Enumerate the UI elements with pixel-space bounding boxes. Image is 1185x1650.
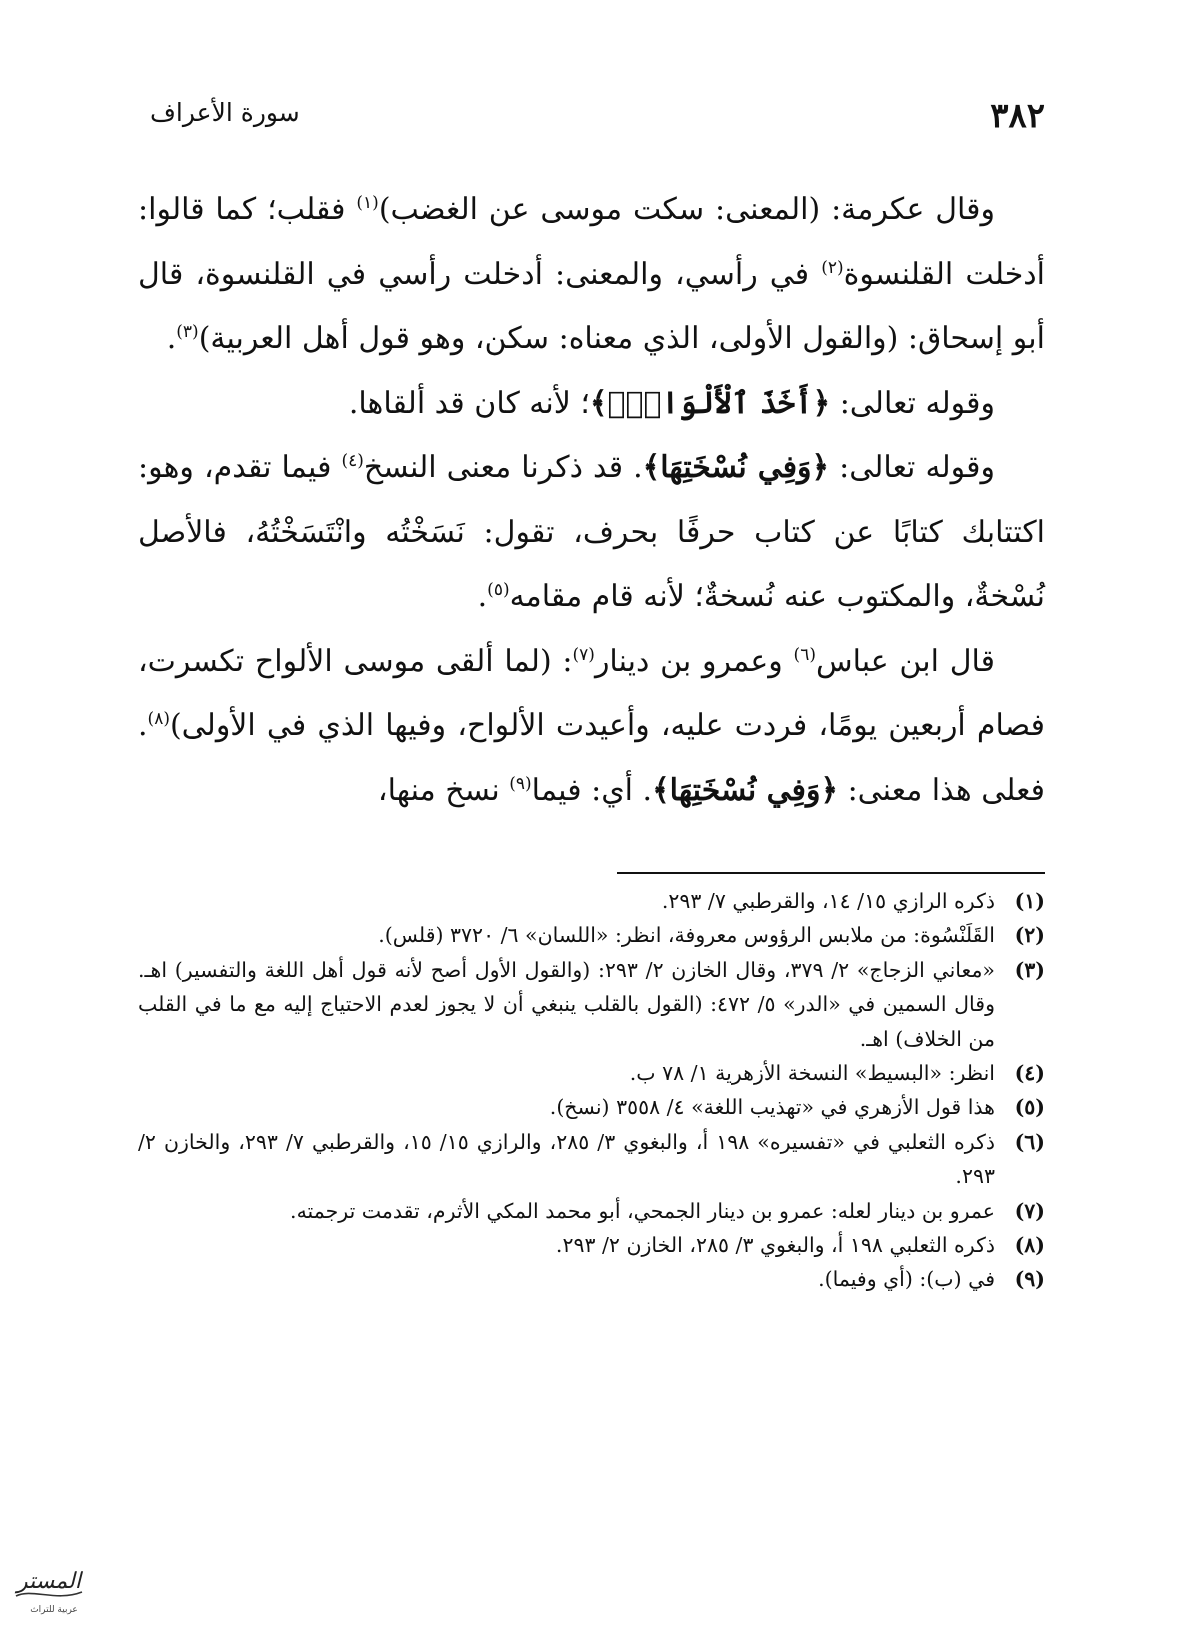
footnote-text: القَلَنْسُوة: من ملابس الرؤوس معروفة، انظر: «اللسان» ٦/ ٣٧٢٠ (قلس). [378, 923, 995, 948]
footnotes-list [138, 884, 1045, 1297]
footnote-text: «معاني الزجاج» ٢/ ٣٧٩، وقال الخازن ٢/ ٢٩٣: (والقول الأول أصح لأنه قول أهل اللغة والتفسير) اهـ. وقال السمين في «الدر» ٥/ ٤٧٢: (القول بالقلب ينبغي أن لا يجوز لعدم الاحتياج إليه مع ما في القلب من الخلاف) اهـ. [138, 957, 995, 1051]
footnote-number: (٥) [1014, 1095, 1045, 1120]
footnote-ref-5[interactable]: (٥) [487, 580, 510, 600]
footnote-item [138, 1194, 1045, 1228]
footnote-item [138, 1090, 1045, 1124]
footnote-ref-1[interactable]: (١) [356, 193, 379, 213]
footnote-text: ذكره الثعلبي في «تفسيره» ١٩٨ أ، والبغوي ٣/ ٢٨٥، والرازي ١٥/ ١٥، والقرطبي ٧/ ٢٩٣، والخازن ٢/ ٢٩٣. [138, 1129, 995, 1189]
footnote-text: هذا قول الأزهري في «تهذيب اللغة» ٤/ ٣٥٥٨ (نسخ). [549, 1095, 995, 1120]
quran-quote: ﴿أَخَذَ ٱلْأَلْوَاحَۖ﴾ [589, 385, 831, 421]
main-text [138, 178, 1045, 823]
footnote-number: (٨) [1014, 1233, 1045, 1258]
paragraph-ibn-abbas: قال ابن عباس$^{(٦)}$ وعمرو بن دينار$^{(٧)}$: (لما ألقى موسى الألواح تكسرت، فصام أربعين يومًا، فردت عليه، وأعيدت الألواح، وفيها الذي في الأولى)$^{(٨)}$. فعلى هذا معنى: ﴿وَفِي نُسْخَتِهَا﴾. أي: فيما$^{(٩)}$ نسخ منها، [138, 643, 1045, 808]
running-header [150, 92, 1045, 142]
paragraph-ikrima: وقال عكرمة: (المعنى: سكت موسى عن الغضب)$^{(١)}$ فقلب؛ كما قالوا: أدخلت القلنسوة$^{(٢)}$ في رأسي، والمعنى: أدخلت رأسي في القلنسوة، قال أبو إسحاق: (والقول الأولى، الذي معناه: سكن، وهو قول أهل العربية)$^{(٣)}$. [138, 192, 1045, 356]
footnote-item [138, 1262, 1045, 1296]
footnote-item [138, 918, 1045, 952]
footnote-item [138, 884, 1045, 918]
publisher-logo-stamp [8, 1552, 90, 1622]
footnote-number: (٤) [1014, 1061, 1045, 1086]
footnote-item [138, 1228, 1045, 1262]
footnote-number: (٣) [1014, 957, 1045, 982]
footnote-ref-9[interactable]: (٩) [509, 773, 532, 794]
paragraph-akhadha-alwah: وقوله تعالى: ﴿أَخَذَ ٱلْأَلْوَاحَۖ﴾؛ لأنه كان قد ألقاها. [348, 385, 995, 421]
quran-quote: ﴿وَفِي نُسْخَتِهَا﴾ [652, 772, 839, 808]
footnote-number: (٧) [1014, 1198, 1045, 1223]
footnote-text: عمرو بن دينار لعله: عمرو بن دينار الجمحي، أبو محمد المكي الأثرم، تقدمت ترجمته. [290, 1198, 995, 1223]
footnote-ref-8[interactable]: (٨) [147, 709, 170, 729]
footnote-divider [617, 872, 1045, 874]
footnote-ref-6[interactable]: (٦) [793, 644, 816, 665]
paragraph-nuskha: وقوله تعالى: ﴿وَفِي نُسْخَتِهَا﴾. قد ذكرنا معنى النسخ$^{(٤)}$ فيما تقدم، وهو: اكتتابك كتابًا عن كتاب حرفًا بحرف، تقول: نَسَخْتُه وانْتَسَخْتُهُ، فالأصل نُسْخةٌ، والمكتوب عنه نُسخةٌ؛ لأنه قام مقامه$^{(٥)}$. [138, 450, 1045, 614]
footnote-item [138, 1125, 1045, 1194]
footnote-ref-2[interactable]: (٢) [821, 257, 844, 278]
footnote-text: ذكره الثعلبي ١٩٨ أ، والبغوي ٣/ ٢٨٥، الخازن ٢/ ٢٩٣. [555, 1233, 995, 1258]
footnote-item [138, 953, 1045, 1056]
surah-title: سورة الأعراف [150, 98, 300, 127]
footnote-number: (١) [1014, 889, 1045, 913]
footnote-number: (٢) [1014, 923, 1045, 948]
logo-wordmark: المستر [17, 1569, 81, 1594]
logo-subtext: عربية للتراث [30, 1605, 78, 1615]
footnote-text: ذكره الرازي ١٥/ ١٤، والقرطبي ٧/ ٢٩٣. [661, 889, 995, 913]
quran-quote: ﴿وَفِي نُسْخَتِهَا﴾ [642, 450, 830, 485]
page-number: ٣٨٢ [990, 96, 1045, 136]
footnote-ref-4[interactable]: (٤) [341, 451, 364, 471]
footnote-text: انظر: «البسيط» النسخة الأزهرية ١/ ٧٨ ب. [629, 1061, 995, 1086]
footnote-ref-7[interactable]: (٧) [572, 644, 595, 665]
footnote-item [138, 1056, 1045, 1090]
footnote-ref-3[interactable]: (٣) [176, 322, 199, 342]
footnote-number: (٦) [1014, 1129, 1045, 1154]
footnote-number: (٩) [1014, 1267, 1045, 1292]
footnote-text: في (ب): (أي وفيما). [818, 1267, 995, 1292]
